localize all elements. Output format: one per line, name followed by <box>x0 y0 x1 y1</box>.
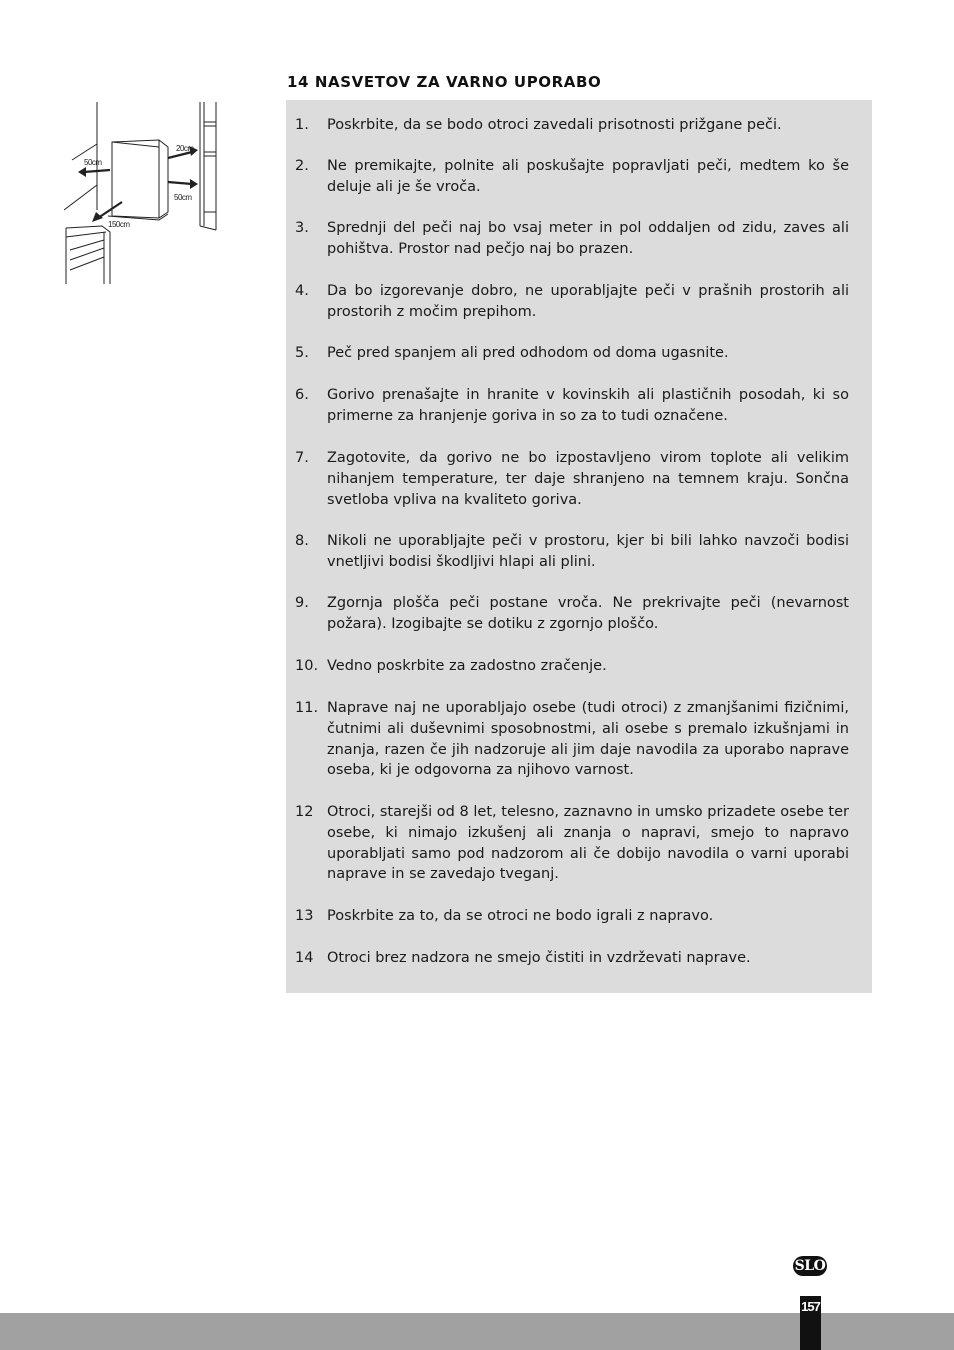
item-number: 12 <box>295 804 314 820</box>
label-right-clearance: 50cm <box>174 193 192 202</box>
page-title: 14 NASVETOV ZA VARNO UPORABO <box>287 73 602 91</box>
item-text: Nikoli ne uporabljajte peči v prostoru, kjer bi bili lahko navzoči bodisi vnetljivi bodisi škodljivi hlapi ali plini. <box>327 533 849 570</box>
item-text: Poskrbite za to, da se otroci ne bodo igrali z napravo. <box>327 908 714 924</box>
item-text: Gorivo prenašajte in hranite v kovinskih ali plastičnih posodah, ki so primerne za hranjenje goriva in so za to tudi označene. <box>327 387 849 424</box>
item-text: Naprave naj ne uporabljajo osebe (tudi otroci) z zmanjšanimi fizičnimi, čutnimi ali duševnimi sposobnostmi, ali osebe s premalo izkušnjami in znanja, razen če jih nadzoruje ali jim daje navodila za uporabo naprave oseba, ki je odgovorna za njihovo varnost. <box>327 700 849 779</box>
label-left-clearance: 50cm <box>84 158 102 167</box>
item-text: Vedno poskrbite za zadostno zračenje. <box>327 658 607 674</box>
heater-clearance-illustration <box>64 100 224 284</box>
item-text: Otroci brez nadzora ne smejo čistiti in vzdrževati naprave. <box>327 950 751 966</box>
item-number: 7. <box>295 450 309 466</box>
item-number: 5. <box>295 345 309 361</box>
language-badge: SLO <box>794 1258 826 1274</box>
item-text: Otroci, starejši od 8 let, telesno, zaznavno in umsko prizadete osebe ter osebe, ki nimajo izkušenj ali znanja o napravi, smejo to napravo uporabljati samo pod nadzorom ali če dobijo navodila o varni uporabi naprave in se zavedajo tveganj. <box>327 804 849 883</box>
item-number: 3. <box>295 220 309 236</box>
item-text: Zgornja plošča peči postane vroča. Ne prekrivajte peči (nevarnost požara). Izogibajte se dotiku z zgornjo ploščo. <box>327 595 849 632</box>
item-number: 4. <box>295 283 309 299</box>
item-number: 10. <box>295 658 319 674</box>
item-number: 11. <box>295 700 319 716</box>
item-number: 8. <box>295 533 309 549</box>
item-text: Ne premikajte, polnite ali poskušajte popravljati peči, medtem ko še deluje ali je še vroča. <box>327 158 849 195</box>
safety-instructions-box <box>286 100 872 993</box>
item-number: 9. <box>295 595 309 611</box>
page-number: 157 <box>801 1299 820 1314</box>
item-text: Da bo izgorevanje dobro, ne uporabljajte peči v prašnih prostorih ali prostorih z močim prepihom. <box>327 283 849 320</box>
item-text: Sprednji del peči naj bo vsaj meter in pol oddaljen od zidu, zaves ali pohištva. Prostor nad pečjo naj bo prazen. <box>327 220 849 257</box>
label-front-clearance: 150cm <box>108 220 130 229</box>
item-number: 6. <box>295 387 309 403</box>
item-number: 1. <box>295 117 309 133</box>
item-number: 2. <box>295 158 309 174</box>
item-text: Poskrbite, da se bodo otroci zavedali prisotnosti prižgane peči. <box>327 117 782 133</box>
item-text: Peč pred spanjem ali pred odhodom od doma ugasnite. <box>327 345 729 361</box>
label-top-clearance: 20cm <box>176 144 194 153</box>
item-text: Zagotovite, da gorivo ne bo izpostavljeno virom toplote ali velikim nihanjem temperature, ter daje shranjeno na temnem kraju. Sončna svetloba vpliva na kvaliteto goriva. <box>327 450 849 508</box>
item-number: 14 <box>295 950 314 966</box>
item-number: 13 <box>295 908 314 924</box>
